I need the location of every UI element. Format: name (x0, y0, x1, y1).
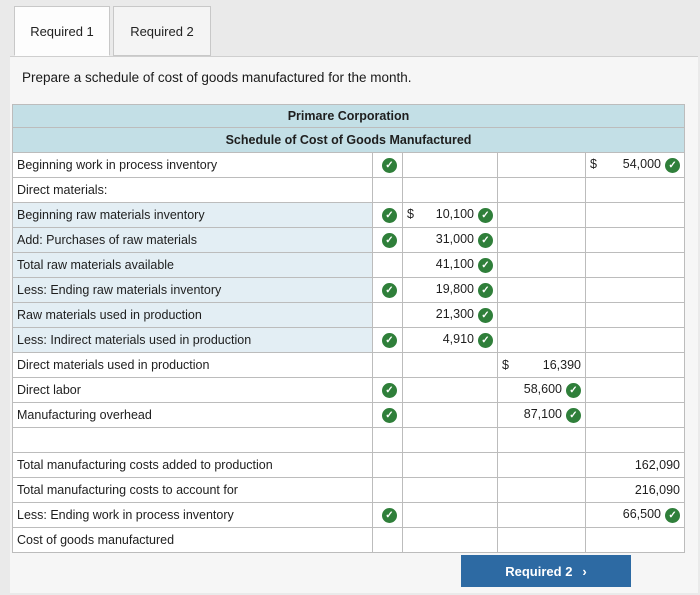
amount-direct-labor[interactable]: 58,600 ✓ (498, 378, 586, 403)
table-row (13, 328, 685, 353)
row-label-ending-wip[interactable]: Less: Ending work in process inventory (13, 503, 373, 528)
schedule-header-company (13, 105, 685, 128)
check-icon: ✓ (478, 283, 493, 298)
row-label-beginning-wip[interactable]: Beginning work in process inventory (13, 153, 373, 178)
company-name: Primare Corporation (13, 105, 685, 128)
row-label-raw-materials-used: Raw materials used in production (13, 303, 373, 328)
tab-required-1[interactable]: Required 1 (14, 6, 110, 56)
schedule-header-title (13, 128, 685, 153)
next-button-label: Required 2 (505, 563, 573, 579)
row-label-cogm: Cost of goods manufactured (13, 528, 373, 553)
amount-purchases[interactable]: 31,000 ✓ (403, 228, 498, 253)
amount-cogm[interactable] (586, 528, 685, 553)
table-row (13, 528, 685, 553)
amount-ending-wip[interactable]: 66,500 ✓ (586, 503, 685, 528)
row-label-indirect-materials[interactable]: Less: Indirect materials used in production (13, 328, 373, 353)
row-label-ending-raw-materials[interactable]: Less: Ending raw materials inventory (13, 278, 373, 303)
check-icon: ✓ (566, 408, 581, 423)
check-icon: ✓ (478, 233, 493, 248)
check-icon: ✓ (665, 158, 680, 173)
table-row (13, 203, 685, 228)
check-icon: ✓ (382, 208, 397, 223)
schedule-title: Schedule of Cost of Goods Manufactured (13, 128, 685, 153)
amount-raw-materials-used[interactable]: 21,300 ✓ (403, 303, 498, 328)
table-row (13, 178, 685, 203)
next-required-2-button[interactable] (461, 555, 631, 587)
amount-ending-raw-materials[interactable]: 19,800 ✓ (403, 278, 498, 303)
instruction-text: Prepare a schedule of cost of goods manufactured for the month. (22, 70, 412, 85)
row-label-purchases[interactable]: Add: Purchases of raw materials (13, 228, 373, 253)
amount-direct-materials-used[interactable]: $ 16,390 (498, 353, 586, 378)
check-icon: ✓ (665, 508, 680, 523)
check-icon: ✓ (478, 258, 493, 273)
check-icon: ✓ (382, 158, 397, 173)
amount-beginning-wip[interactable]: $ 54,000 ✓ (586, 153, 685, 178)
check-icon: ✓ (478, 308, 493, 323)
table-row (13, 253, 685, 278)
row-label-beginning-raw-materials[interactable]: Beginning raw materials inventory (13, 203, 373, 228)
check-icon: ✓ (382, 283, 397, 298)
row-label-direct-labor[interactable]: Direct labor (13, 378, 373, 403)
amount-indirect-materials[interactable]: 4,910 ✓ (403, 328, 498, 353)
chevron-right-icon: › (582, 563, 587, 579)
table-row (13, 378, 685, 403)
tab-required-2[interactable]: Required 2 (113, 6, 211, 56)
cogm-schedule-table (12, 104, 685, 553)
table-row (13, 353, 685, 378)
check-icon: ✓ (478, 208, 493, 223)
row-label-total-costs-to-account: Total manufacturing costs to account for (13, 478, 373, 503)
row-label-direct-materials-used: Direct materials used in production (13, 353, 373, 378)
check-icon: ✓ (382, 383, 397, 398)
check-icon: ✓ (382, 333, 397, 348)
amount-total-raw-materials[interactable]: 41,100 ✓ (403, 253, 498, 278)
amount-total-costs-added[interactable]: 162,090 (586, 453, 685, 478)
amount-total-costs-to-account[interactable]: 216,090 (586, 478, 685, 503)
row-label-total-costs-added: Total manufacturing costs added to production (13, 453, 373, 478)
table-row (13, 503, 685, 528)
check-icon: ✓ (478, 333, 493, 348)
check-icon: ✓ (382, 408, 397, 423)
amount-manufacturing-overhead[interactable]: 87,100 ✓ (498, 403, 586, 428)
row-label-manufacturing-overhead[interactable]: Manufacturing overhead (13, 403, 373, 428)
table-row (13, 303, 685, 328)
tab-bar (14, 6, 211, 56)
amount-beginning-raw-materials[interactable]: $ 10,100 ✓ (403, 203, 498, 228)
check-icon: ✓ (566, 383, 581, 398)
row-label-total-raw-materials: Total raw materials available (13, 253, 373, 278)
row-label-direct-materials: Direct materials: (13, 178, 373, 203)
check-icon: ✓ (382, 508, 397, 523)
check-icon: ✓ (382, 233, 397, 248)
table-row (13, 478, 685, 503)
table-row (13, 228, 685, 253)
table-row (13, 153, 685, 178)
table-row (13, 278, 685, 303)
table-row (13, 453, 685, 478)
table-row (13, 403, 685, 428)
table-row (13, 428, 685, 453)
